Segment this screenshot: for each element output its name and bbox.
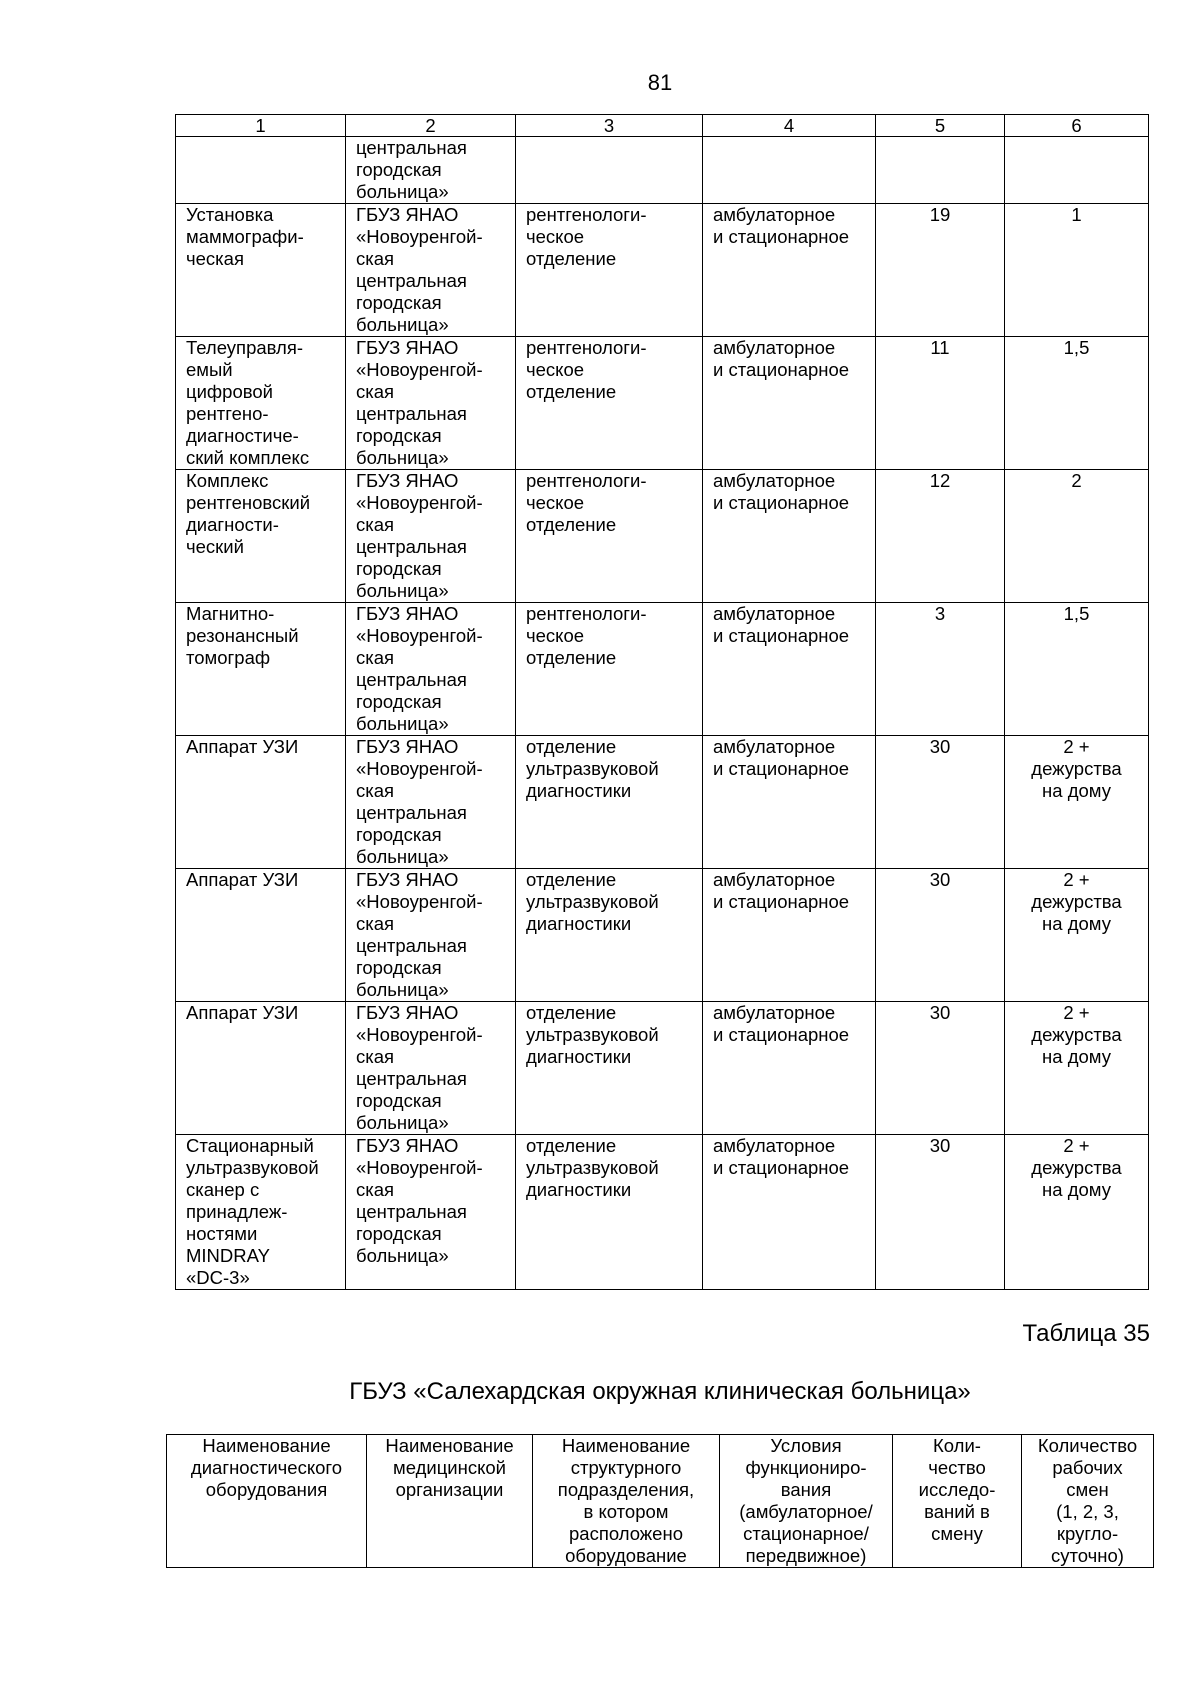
studies-per-shift-cell: 30 [876, 736, 1005, 869]
column-number: 4 [703, 115, 876, 137]
department-cell: отделение ультразвуковой диагностики [516, 736, 703, 869]
operation-mode-cell: амбулаторное и стационарное [703, 603, 876, 736]
organization-cell: ГБУЗ ЯНАО «Новоуренгой- ская центральная городская больница» [346, 603, 516, 736]
header-studies-per-shift: Коли- чество исследо- ваний в смену [893, 1435, 1022, 1568]
column-number-row [176, 115, 1149, 137]
equipment-name-cell: Аппарат УЗИ [176, 1002, 346, 1135]
department-cell: рентгенологи- ческое отделение [516, 470, 703, 603]
header-organization-name: Наименование медицинской организации [367, 1435, 533, 1568]
operation-mode-cell: амбулаторное и стационарное [703, 337, 876, 470]
equipment-name-cell: Аппарат УЗИ [176, 869, 346, 1002]
operation-mode-cell: амбулаторное и стационарное [703, 204, 876, 337]
table-title: ГБУЗ «Салехардская окружная клиническая больница» [349, 1378, 971, 1405]
organization-cell: ГБУЗ ЯНАО «Новоуренгой- ская центральная городская больница» [346, 204, 516, 337]
organization-cell: ГБУЗ ЯНАО «Новоуренгой- ская центральная городская больница» [346, 337, 516, 470]
column-number: 1 [176, 115, 346, 137]
column-number: 3 [516, 115, 703, 137]
table-row [176, 204, 1149, 337]
table-row [176, 470, 1149, 603]
column-number: 6 [1005, 115, 1149, 137]
shifts-cell: 2 + дежурства на дому [1005, 1002, 1149, 1135]
table-row [176, 869, 1149, 1002]
column-number: 5 [876, 115, 1005, 137]
header-department-name: Наименование структурного подразделения, в котором расположено оборудование [533, 1435, 720, 1568]
department-cell: отделение ультразвуковой диагностики [516, 1002, 703, 1135]
table-caption: Таблица 35 [1022, 1320, 1150, 1347]
equipment-name-cell: Телеуправля- емый цифровой рентгено- диагностиче- ский комплекс [176, 337, 346, 470]
equipment-table-continued [175, 114, 1149, 1290]
table-row [176, 337, 1149, 470]
studies-per-shift-cell: 30 [876, 869, 1005, 1002]
equipment-name-cell: Магнитно- резонансный томограф [176, 603, 346, 736]
organization-cell: ГБУЗ ЯНАО «Новоуренгой- ская центральная городская больница» [346, 1002, 516, 1135]
studies-per-shift-cell [876, 137, 1005, 204]
shifts-cell: 2 + дежурства на дому [1005, 1135, 1149, 1290]
department-cell: отделение ультразвуковой диагностики [516, 1135, 703, 1290]
shifts-cell: 1,5 [1005, 337, 1149, 470]
department-cell: рентгенологи- ческое отделение [516, 204, 703, 337]
header-operation-mode: Условия функциониро- вания (амбулаторное/ стационарное/ передвижное) [720, 1435, 893, 1568]
hospital-equipment-table-header [166, 1434, 1154, 1568]
organization-cell: центральная городская больница» [346, 137, 516, 204]
table-row [176, 1135, 1149, 1290]
operation-mode-cell [703, 137, 876, 204]
department-cell: рентгенологи- ческое отделение [516, 337, 703, 470]
table-row [176, 137, 1149, 204]
shifts-cell: 2 + дежурства на дому [1005, 736, 1149, 869]
operation-mode-cell: амбулаторное и стационарное [703, 1135, 876, 1290]
equipment-name-cell: Аппарат УЗИ [176, 736, 346, 869]
department-cell: рентгенологи- ческое отделение [516, 603, 703, 736]
studies-per-shift-cell: 12 [876, 470, 1005, 603]
column-number: 2 [346, 115, 516, 137]
header-shift-count: Количество рабочих смен (1, 2, 3, кругло- суточно) [1022, 1435, 1154, 1568]
header-equipment-name: Наименование диагностического оборудования [167, 1435, 367, 1568]
header-row [167, 1435, 1154, 1568]
organization-cell: ГБУЗ ЯНАО «Новоуренгой- ская центральная городская больница» [346, 1135, 516, 1290]
equipment-name-cell [176, 137, 346, 204]
organization-cell: ГБУЗ ЯНАО «Новоуренгой- ская центральная городская больница» [346, 736, 516, 869]
operation-mode-cell: амбулаторное и стационарное [703, 470, 876, 603]
operation-mode-cell: амбулаторное и стационарное [703, 1002, 876, 1135]
shifts-cell: 1,5 [1005, 603, 1149, 736]
shifts-cell: 2 + дежурства на дому [1005, 869, 1149, 1002]
shifts-cell: 1 [1005, 204, 1149, 337]
organization-cell: ГБУЗ ЯНАО «Новоуренгой- ская центральная городская больница» [346, 470, 516, 603]
operation-mode-cell: амбулаторное и стационарное [703, 869, 876, 1002]
page-number: 81 [647, 70, 673, 95]
shifts-cell [1005, 137, 1149, 204]
equipment-name-cell: Комплекс рентгеновский диагности- ческий [176, 470, 346, 603]
studies-per-shift-cell: 30 [876, 1002, 1005, 1135]
table-row [176, 736, 1149, 869]
shifts-cell: 2 [1005, 470, 1149, 603]
table-row [176, 1002, 1149, 1135]
table-row [176, 603, 1149, 736]
studies-per-shift-cell: 3 [876, 603, 1005, 736]
equipment-name-cell: Стационарный ультразвуковой сканер с принадлеж- ностями MINDRAY «DC-3» [176, 1135, 346, 1290]
studies-per-shift-cell: 11 [876, 337, 1005, 470]
equipment-name-cell: Установка маммографи- ческая [176, 204, 346, 337]
department-cell [516, 137, 703, 204]
operation-mode-cell: амбулаторное и стационарное [703, 736, 876, 869]
studies-per-shift-cell: 30 [876, 1135, 1005, 1290]
department-cell: отделение ультразвуковой диагностики [516, 869, 703, 1002]
organization-cell: ГБУЗ ЯНАО «Новоуренгой- ская центральная городская больница» [346, 869, 516, 1002]
studies-per-shift-cell: 19 [876, 204, 1005, 337]
